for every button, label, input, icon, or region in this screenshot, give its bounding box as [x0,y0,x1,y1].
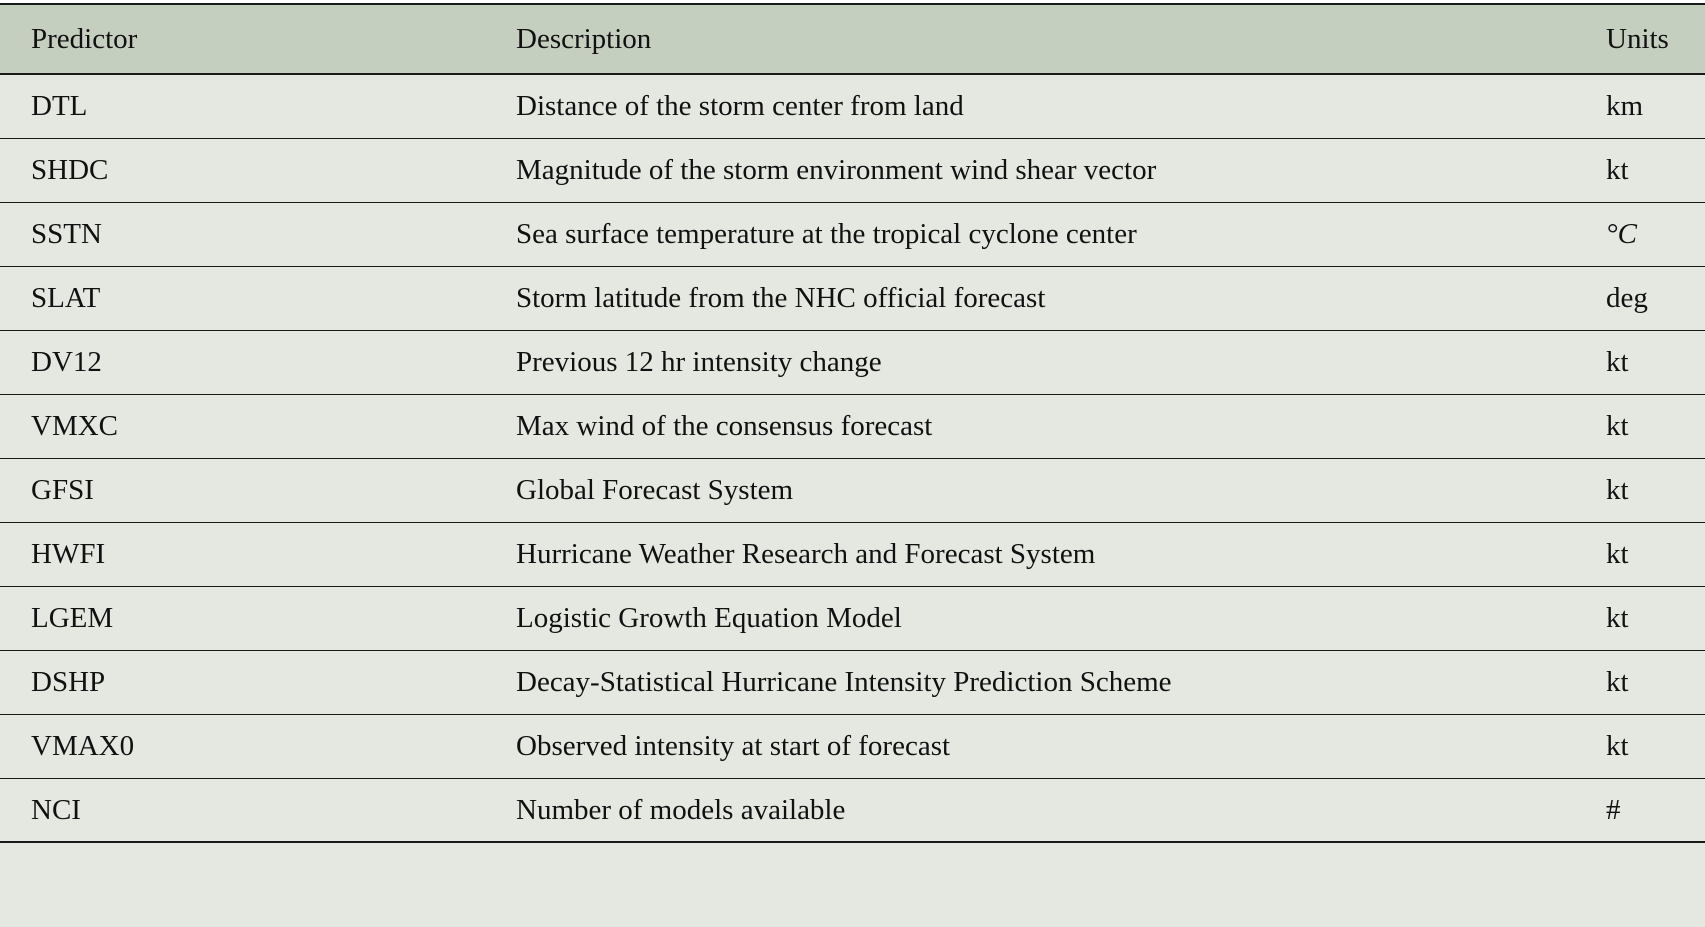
predictor-cell: DSHP [31,666,106,698]
table-row [0,523,1705,587]
description-cell: Previous 12 hr intensity change [516,346,882,378]
table-row [0,139,1705,203]
table-header-row [0,5,1705,75]
table-row [0,779,1705,843]
table-row [0,267,1705,331]
description-cell: Sea surface temperature at the tropical cyclone center [516,218,1137,250]
units-cell: kt [1606,474,1629,506]
table-row [0,203,1705,267]
description-cell: Number of models available [516,793,846,826]
description-cell: Max wind of the consensus forecast [516,410,933,442]
predictor-table [0,3,1705,927]
units-cell: # [1606,793,1621,826]
table-row [0,587,1705,651]
predictor-cell: DV12 [31,346,102,378]
table-row [0,395,1705,459]
header-predictor: Predictor [31,22,138,55]
predictor-cell: SHDC [31,154,109,186]
units-cell: deg [1606,282,1648,314]
table-row [0,459,1705,523]
units-cell: kt [1606,346,1629,378]
units-cell: kt [1606,154,1629,186]
description-cell: Logistic Growth Equation Model [516,602,902,634]
units-cell: kt [1606,538,1629,570]
predictor-cell: HWFI [31,538,106,570]
description-cell: Magnitude of the storm environment wind shear vector [516,154,1157,186]
predictor-cell: DTL [31,90,88,122]
table-row [0,715,1705,779]
description-cell: Distance of the storm center from land [516,90,964,122]
predictor-cell: NCI [31,793,81,826]
table-row [0,331,1705,395]
units-cell: km [1606,90,1644,122]
predictor-cell: LGEM [31,602,114,634]
units-cell: kt [1606,730,1629,762]
units-cell: kt [1606,410,1629,442]
predictor-cell: SLAT [31,282,101,314]
predictor-cell: SSTN [31,218,102,250]
units-cell: °C [1606,218,1637,250]
table-row [0,75,1705,139]
units-cell: kt [1606,666,1629,698]
table-row [0,651,1705,715]
predictor-cell: VMAX0 [31,730,135,762]
description-cell: Storm latitude from the NHC official forecast [516,282,1046,314]
predictor-cell: GFSI [31,474,94,506]
header-description: Description [516,22,652,55]
predictor-cell: VMXC [31,410,119,442]
description-cell: Global Forecast System [516,474,794,506]
header-units: Units [1606,22,1669,55]
description-cell: Observed intensity at start of forecast [516,730,951,762]
description-cell: Decay-Statistical Hurricane Intensity Prediction Scheme [516,666,1172,698]
units-cell: kt [1606,602,1629,634]
description-cell: Hurricane Weather Research and Forecast System [516,538,1096,570]
